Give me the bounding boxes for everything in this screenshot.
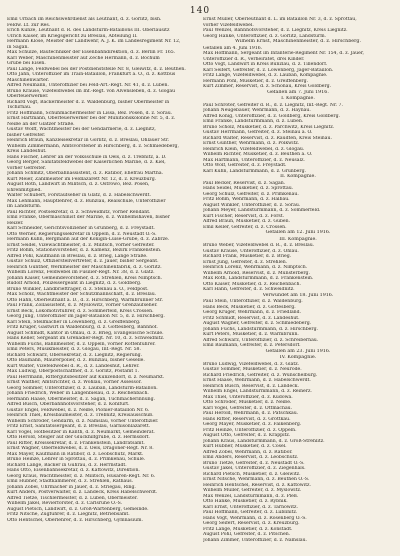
section-heading: IV. Kompagnie.: [279, 355, 317, 360]
text-line: Johann Zobel, Uhrmacher in Jauer, d. z. Striegau, Ring.: [7, 484, 136, 490]
text-line: August Wagner, Gefreiter, d. z. Schmiedeberg.: [203, 321, 312, 326]
text-line: Alfred Neumann, Unteroffizier bei Feld-Art.-Regt. Nr. 41, d. z. Lüben.: [7, 83, 169, 88]
text-line: Emil Franke, Landsturmmann, d. z. Lüben.: [203, 119, 304, 124]
text-line: Max Ludwig, Oberpostschaffner, d. z. Görlitz, Postamt 1.: [7, 369, 140, 374]
text-line: Ernst Wagner, Oberfeldwebel, d. z. Oels, Dragoner-Regt. Nr. 8.: [7, 446, 154, 451]
text-line: Richard Pietsch, Musketier, d. z. Gleiwitz.: [203, 471, 301, 477]
text-line: Fritz Lange, Vizefeldwebel, d. z. Lauban, Kompagnie.: [203, 73, 328, 78]
text-line: Heizer.: [7, 220, 24, 226]
text-line: bisher Gefreiter.: [7, 132, 46, 138]
text-line: Georg Sommer, Unteroffizier, d. z. Lauban, Landsturm-Bataillon.: [7, 385, 158, 391]
text-line: Kurt Fischer, Reservist, d. z. Forst.: [203, 213, 285, 219]
text-line: Fritz Böhm, Stationsvorsteher, d. z. Kamenz, Bezirk Frankenstein.: [7, 248, 162, 253]
text-line: Max Schulze, Bautechniker der Eisenbahndirektion, d. z. Berlin Fr. 165.: [7, 50, 176, 55]
text-line: Gustav Engel, Feldwebel, d. z. Neiße, Pionier-Bataillon Nr. 6.: [7, 407, 150, 413]
text-line: Heinrich Busch, Reservist, d. z. Landeck.: [203, 383, 300, 389]
text-line: Johann Schmitz, Oberbahnassistent, d. z. Ratibor, Ehefrau Martha.: [7, 171, 164, 176]
text-line: Kurt Meier, Zahlmeister im Feldlazarett Nr. 12, d. z. Kreuzburg.: [7, 176, 157, 182]
text-line: Gustav Krause, Unteroffizier, d. z. Ohlau.: [203, 248, 299, 254]
text-line: Max Lehmann, Hauptlehrer, d. z. Bunzlau, Realschule, Unteroffizier: [7, 198, 166, 204]
text-line: Bruno Ludwig, Vizefeldwebel, d. z. Glatz.: [203, 361, 300, 367]
text-line: August Pohl, Gefreiter, d. z. Pitschen.: [203, 532, 291, 537]
text-line: Otto Hentschel, Oberlehrer, d. z. Hirschberg, Gymnasium.: [7, 517, 143, 523]
text-line: Johann Meyer, Landsturmmann, d. z. Sommerfeld.: [203, 208, 321, 213]
text-line: Alfred Schwarz, Unteroffizier, d. z. Schreiberhau.: [203, 337, 319, 343]
text-line: Ernst Müller, Oberleutnant d. L. im Bataillon Nr. 3, d. z. Sprottau,: [203, 17, 357, 22]
text-line: Kurt Zimmer, Reservist, d. z. Schönau, Kreis Goldberg.: [203, 84, 332, 89]
text-line: Alfred Zobel, Wehrmann, d. z. Ratibor.: [203, 449, 293, 455]
text-line: Alfred König, Unteroffizier, d. z. Goldberg, Kreis Goldberg.: [203, 113, 340, 119]
text-line: Max Thiel, Unteroffizier, d. z. Kudowa.: [203, 394, 293, 400]
text-line: Heinrich Lorenz, Wehrmann, d. z. Nimptsch.: [203, 265, 308, 270]
text-line: Kurt Hübner, Musketier, d. z. Cosel.: [203, 444, 287, 449]
text-line: Wilhelm Arnold, Reservist, d. z. Münsterberg.: [203, 270, 310, 276]
text-line: Unteroffizier d. R., verheiratet, drei Kinder.: [203, 56, 305, 62]
text-line: Gustav Herrmann, Gefreiter, d. z. Steinau a. O.: [203, 130, 313, 135]
text-line: Georg Krüger, Wehrmann, d. z. Friedland.: [203, 310, 302, 315]
section-heading: I. Kompagnie.: [281, 96, 315, 101]
text-line: Hermann Klose, Meister der Landwehr, A. J. K. im Landesregiment Nr. 12,: [7, 39, 181, 44]
text-line: Maschinenwärter.: [7, 77, 50, 83]
text-line: Johann Zimmer, Unteroffizier, d. z. Namslau.: [203, 537, 307, 543]
text-line: Erich Kunze, Leutnant d. R. des Landsturm-Bataillons III. Oberlausitz: [7, 28, 170, 33]
text-line: Ernst Walther, Amtsrichter, d. z. Wohlau, vorher Assessor.: [7, 380, 142, 385]
text-line: Bruno Tietze, Gefreiter, d. z. Neustadt O.-S.: [203, 460, 305, 466]
text-line: Bruno Winkler, Landbriefträger, d. z. Steinau a. O., Feldpost.: [7, 286, 149, 292]
text-line: Alfred Braun, Musketier, d. z. Guben.: [203, 219, 291, 224]
text-line: Otto Schröder, Musketier, d. z. Neiße.: [203, 400, 292, 405]
text-line: Alfred Busch, Oberbahnhofsvorsteher, d. z. Kohlfurt.: [7, 402, 130, 407]
text-line: Georg Kraus, Wachtmeister, d. z. Militsch, Husaren-Regt. Nr. 6.: [7, 473, 156, 479]
text-line: Paul Herold, Wehrmann, d. z. Patschkau.: [203, 411, 299, 416]
text-line: Rudolf Arnold, Polizeisergeant in Liegnitz, d. z. Goldberg.: [7, 281, 142, 286]
text-line: August Schmidt, Kantor in Ohlau, d. z. Brieg, Evangelische Schule.: [7, 330, 164, 336]
text-line: Ulrich Kaiser, im Kriegsgericht zu Breslau, Abteilung II.: [7, 33, 138, 39]
text-line: Richard Friedrich, Gefreiter, d. z. Wünschelburg.: [203, 372, 318, 378]
text-line: Gefallen am 4. Juni 1916.: [203, 45, 263, 51]
text-line: Bruno Scholz, Musketier, d. z. Parchwitz, Kreis Liegnitz.: [203, 124, 335, 130]
text-line: Wilhelm Jäkel, Revierförster, d. z. Carlsruhe O.-S.: [7, 501, 123, 506]
text-line: vorher Gefreiter.: [7, 165, 47, 171]
text-line: Feldw. Lt. zur Res.: [7, 22, 51, 28]
text-line: Kurt Walter, Vizefeldwebel d. R., d. z. Landeshut, Lehrer.: [7, 363, 140, 369]
text-line: Otto Werner, Regierungssekretär in Oppeln, d. z. Neustadt O.-S.: [7, 231, 157, 237]
text-line: Georg Mayer, Musketier, d. z. Falkenberg.: [203, 422, 302, 427]
text-line: Hermann Pohl, Musketier, d. z. Greiffenberg.: [203, 78, 309, 84]
text-line: Heinrich Günther, Werkmeister der Maschinenfabrik, d. z. Görlitz.: [7, 264, 162, 270]
text-line: Kurt Anders, Postverwalter, d. z. Landeck, Kreis Habelschwerdt.: [7, 490, 158, 495]
text-line: Hans Otto, Eisenbahnsekretär, d. z. Kattowitz, Direktion.: [7, 468, 140, 473]
text-line: Johann Friedrich, Weber in Langenbielau, d. z. Reichenbach.: [7, 391, 149, 396]
text-line: Gustav Sommer, Musketier, d. z. Neurode.: [203, 367, 302, 372]
section-heading: III. Kompagnie.: [279, 236, 317, 242]
text-line: Alfred Pohl, Kaufmann in Breslau, d. z. Brieg, Lange Straße.: [7, 253, 148, 259]
text-line: Emil Keller, Gefreiter, d. z. Crossen.: [203, 224, 287, 230]
text-line: Otto Wolf, Gefreiter, d. z. Freystadt.: [203, 163, 287, 168]
text-line: Max Mayer, Kaufmann in Ratibor, d. z. Leobschütz, Markt.: [7, 451, 144, 457]
text-line: August Winkler, Unteroffizier, d. z. Sorau.: [203, 202, 301, 208]
text-line: Hans Seidel, Musketier, d. z. Sprottau.: [203, 186, 294, 191]
text-line: Johann Kaiser, Gemeindevorsteher, d. z. Strehlen, Kreis Nimptsch.: [7, 275, 163, 281]
text-line: Fritz Schmidt, Reservist, d. z. Landeshut.: [203, 315, 300, 321]
text-line: Georg Jung, Unteroffizier im Jäger-Bataillon Nr. 5, d. z. Hirschberg.: [7, 314, 165, 319]
right-column: [203, 17, 393, 549]
text-line: Ernst Nitsche, Wehrmann, d. z. Beuthen O.-S.: [203, 477, 310, 482]
text-line: im Landsturm.: [7, 204, 42, 209]
text-line: in Sagan.: [7, 44, 29, 50]
text-line: Kreis Landeshut.: [7, 149, 47, 154]
text-line: Karl Schneider, Gerichtsvollzieher in Grünberg, d. z. Freystadt.: [7, 226, 155, 231]
text-line: Heinrich Braun, Kanzleisekretär in Görlitz, d. z. Breslau, Ohlauer Str.: [7, 138, 170, 143]
text-line: Karl Hahn, Gefreiter, d. z. Schweidnitz.: [203, 287, 295, 292]
text-line: Hans Beck, Musketier, d. z. Gottesberg.: [203, 304, 296, 310]
text-line: Paul Schröter, Gefreiter d. R., d. z. Liegnitz, Inf.-Regt. Nr. 7.: [203, 102, 343, 108]
text-line: Max Roth, Landsturmmann, d. z. Frankenstein.: [203, 276, 314, 281]
text-line: Gustav Schulz, Offizierstellvertreter, d. z. Jauer, bisher Sergeant.: [7, 259, 159, 264]
text-line: Fritz Nitsche, Zugführer, d. z. Liegnitz, Betriebsamt.: [7, 512, 130, 517]
text-line: Georg Berger, Sanitätsfeldwebel der Kaiserlichen Marine, d. z. Kiel,: [7, 160, 166, 165]
text-line: Grube bei Eisen.: [7, 61, 46, 66]
text-line: Emil Baumann, Gefreiter, d. z. Petersdorf.: [203, 343, 301, 348]
text-line: Ernst Hartmann, Oberfeuerwerker bei der Munitionskolonne Nr. 5, d. z.: [7, 116, 176, 121]
text-line: Heinrich Thiel, Kreisbaumeister, d. z. Trebnitz, Kreisausschuß.: [7, 413, 154, 418]
text-line: Max Hoffmann, Sergeant im Infanterie-Regiment Nr. 154, d. z. Jauer,: [203, 51, 364, 56]
left-column: [7, 17, 197, 549]
text-line: Georg Schulz, Gefreiter, d. z. Primkenau.: [203, 191, 299, 197]
text-line: Karl Weber, Maschinenmeister auf Zeche Hermann, d. z. Bochum: [7, 55, 160, 61]
text-line: Fritz Heinze, Unteroffizier, d. z. Oppeln.: [203, 427, 297, 433]
text-line: Hermann Haase, Obermeister, d. z. Sagan, Tuchmacherinnung.: [7, 396, 156, 402]
text-line: August Otto, Gefreiter, d. z. Krappitz.: [203, 433, 291, 438]
text-line: Ernst Günther, Wehrmann, d. z. Polkwitz.: [203, 141, 300, 146]
text-line: Wilhelm Richter, Musketier, d. z. Beuthen a. O.: [203, 152, 313, 157]
section-heading: II. Kompagnie.: [280, 174, 316, 179]
text-line: Paul Herrmann, Rittergutsbesitzer auf Kunzendorf, d. z. Neumarkt.: [7, 374, 165, 380]
text-line: Gustav Wolff, Wachtmeister bei der Gendarmerie, d. z. Liegnitz,: [7, 127, 156, 132]
text-line: Ehrenmitglied.: [7, 187, 42, 193]
text-line: Ernst Haase, Wehrmann, d. z. Habelschwerdt.: [203, 378, 311, 383]
text-line: Paul Hoffmann, Gefreiter, d. z. Lublinitz.: [203, 510, 298, 515]
text-line: Emil Anders, Reservist, d. z. Leobschütz.: [203, 455, 299, 460]
text-line: Walter Schubert, Forstaufseher in Glatz, d. z. Habelschwerdt.: [7, 193, 151, 198]
text-line: Wilhelm Engel, Landsturmmann, d. z. Reinerz.: [203, 389, 312, 394]
text-line: Paul Richter, Postsekretär, d. z. Schweidnitz, vorher Rendant.: [7, 209, 151, 215]
text-line: Georg Seifert, Reservist, d. z. Kreuzburg.: [203, 521, 300, 526]
text-line: Richard Vogt, Bäckermeister d. z. Waldenburg, bisher Obermeister in: [7, 99, 170, 105]
text-line: Otto Herold, Steiger auf der Glückhilfgrube, d. z. Hermsdorf.: [7, 435, 150, 440]
text-line: Karl Seifert, Gefreiter, d. z. Löwenberg, Jäger-Bataillon.: [203, 67, 334, 73]
text-line: Otto Vogt, Landwirt in Kreis Bunzlau, d. z. Tillendorf.: [203, 62, 328, 67]
text-line: Richard Walter, Reservist, d. z. Raudten, Kreis Steinau.: [203, 135, 332, 141]
text-line: Gustav Jäkel, Unteroffizier, d. z. Ziegenhals.: [203, 466, 306, 471]
text-line: Heinrich Klein, Vizefeldwebel, d. z. Glogau.: [203, 146, 305, 152]
text-line: Fritz Krüger, Gastwirt in Waldenburg, d. z. Gottesberg, Bahnhof.: [7, 325, 158, 330]
text-line: Hans Ritter, Reservist, d. z. Grottkau.: [203, 416, 291, 422]
text-line: Paul Frank, Zollassistent, d. z. Myslowitz, vorher Grenzaufseher.: [7, 303, 158, 308]
text-line: Emil Hübner, Stadtkämmerer, d. z. Strehlen, Rathaus.: [7, 479, 134, 484]
text-line: Max Hartmann, Unteroffizier, d. z. Neusalz.: [203, 157, 305, 163]
text-line: Wilhelm Zimmermann, Amtsvorsteher in Hirschberg, d. z. Schmiedeberg,: [7, 143, 179, 149]
text-line: Karl Ernst, Unteroffizier, d. z. Tarnowitz.: [203, 504, 298, 510]
text-line: Bruno Weber, Vizefeldwebel d. R., d. z. Breslau.: [203, 243, 315, 248]
text-line: Paul Wenzel, Bahnhofsvorsteher, d. z. Liegnitz, Kreis Liegnitz.: [203, 28, 348, 33]
text-line: Hans Fischer, Lehrer an der Volksschule in Oels, d. z. Trebnitz, a. D.: [7, 154, 167, 160]
text-line: Wilhelm Fuchs, Bahnmeister, d. z. Oppeln, vorher Rottenführer.: [7, 341, 156, 347]
text-line: vorher Vizefeldwebel.: [203, 22, 254, 28]
text-line: Bruno Heinze, Lehrer in Sprottau, d. z. Primkenau, Schule.: [7, 457, 146, 462]
text-columns: [7, 17, 393, 549]
text-line: Richard Schwarz, Obersekretär, d. z. Liegnitz, Regierung.: [7, 352, 143, 358]
text-line: August Pietsch, Landwirt, d. z. Groß-Wartenberg, Gemeinde.: [7, 506, 149, 512]
text-line: Paul Stein, Unteroffizier, d. z. Waldenburg.: [203, 299, 303, 304]
text-line: Ernst Jung, Gefreiter, d. z. Strehlen.: [203, 259, 288, 265]
section-heading: Gefallen am 23. Juni 1916.: [265, 348, 331, 354]
text-line: Otto Kaiser, Musketier, d. z. Reichenbach.: [203, 281, 301, 287]
text-line: Emil Franke, Obermaschinist der Marine, d. z. Wilhelmshaven, bisher: [7, 215, 170, 220]
text-line: Oberfeuerwerker.: [7, 94, 49, 99]
text-line: Paul Ritter, Kreissekretär, d. z. Frankenstein, Landratsamt.: [7, 440, 145, 446]
section-heading: Verwundet am 18. Juni 1916.: [262, 292, 334, 298]
text-line: Fritz Böhm, Wehrmann, d. z. Halbau.: [203, 197, 290, 202]
text-line: Karl Vogel, Hofbesitzer in Kanth, d. z. Neumarkt, Gemeinderat.: [7, 429, 155, 435]
text-line: Ernst Seidel, Vizewachtmeister, d. z. Militsch, vorher Gefreiter.: [7, 242, 155, 248]
text-line: Karl Vogel, Gefreiter, d. z. Ottmachau.: [203, 405, 293, 411]
text-line: Wilhelm Müller, Gefreiter, d. z. Myslowitz.: [203, 488, 302, 493]
text-line: Karl Stein, Stellmacher in Löwenberg, d. z. Greiffenberg.: [7, 319, 141, 325]
text-line: Georg Hanke, Unteroffizier, d. z. Görlitz, Landsturm.: [203, 33, 327, 39]
text-line: Hans Keller, Sergeant im Grenadier-Regt. Nr. 10, d. z. Schweidnitz.: [7, 336, 165, 341]
text-line: Richard Frank, Musketier, d. z. Brieg.: [203, 254, 292, 259]
text-line: Johann Kraus, Landsturmmann, d. z. Groß-Strehlitz.: [203, 438, 325, 444]
text-line: Ernst Beck, Lokomotivführer, d. z. Sommerfeld, Kreis Crossen.: [7, 308, 154, 314]
text-line: Otto Baumann, Maurerpolier, d. z. Bunzlau, bisher Geselle.: [7, 358, 145, 363]
text-line: August Roth, Landwirt in Militsch, d. z. Ostrowo, Bez. Posen,: [7, 182, 150, 187]
text-line: Richard Lange, Bäcker in Guhrau, d. z. Herrnstadt.: [7, 462, 127, 468]
section-heading: Gefallen am 7. Juni 1916.: [267, 89, 329, 95]
text-line: Kurt Peters, Musketier, d. z. Warmbrunn.: [203, 332, 299, 337]
text-line: Johann Fuchs, Landsturmmann, d. z. Hirschberg.: [203, 326, 318, 332]
text-line: Bruno Krause, Vizefeldwebel im Inf.-Regt. von Alvensleben, d. z. Glogau: [7, 88, 176, 94]
section-heading: Gefallen am 12. Juni 1916.: [265, 230, 331, 235]
text-line: Max Wenzel, Landsturmmann, d. z. Pleß.: [203, 493, 299, 499]
text-line: Wilhelm Lorenz, Feldwebel im Füsilier-Regt. Nr. 38, d. z. Glatz.: [7, 270, 155, 275]
text-line: Fritz Lange, Musketier, d. z. Konstadt.: [203, 526, 293, 532]
text-line: Emil Peters, Musikmeister, d. z. Glogau, Inf.-Regt. Nr. 58.: [7, 347, 141, 352]
text-line: Neiße an der Glatzer Straße.: [7, 121, 75, 127]
text-line: Fritz Hoffmann, Schuhmachermeister in Lissa, Bez. Posen, d. z. Sorau.: [7, 110, 173, 116]
text-line: Fritz Ernst, Sanitätssergeant, d. z. Breslau, Garnisonlazarett.: [7, 424, 151, 429]
page-number: 140: [189, 6, 211, 16]
text-line: Otto Hanke, Musketier, d. z. Rybnik.: [203, 499, 288, 504]
text-line: Paul Lange, Feldwebel bei der Postdienststelle Nr. 8, Gleiwitz, d. z. Beuthen.: [7, 66, 186, 72]
text-line: Johann Neugebauer, Wehrmann, d. z. Haynau.: [203, 108, 311, 113]
text-line: Max Scholz, Wachtmeister der Schutzmannschaft, d. z. Breslau.: [7, 292, 157, 297]
text-line: Otto Hahn, Oberleutnant a. D., d. z. Hirschberg, Warmbrunner Str.: [7, 297, 164, 303]
text-line: Emil Urbach im Reichswehrdienst als Leutnant, d. z. Gorlitz, bish.: [7, 17, 162, 22]
text-line: Wilhelm Schröder, Gendarm, d. z. Namslau, vorher Unteroffizier.: [7, 418, 159, 424]
text-line: Hans Vogt, Wehrmann, d. z. Rosenberg O.-S.: [203, 515, 307, 521]
text-line: Tschirnau.: [7, 105, 32, 110]
text-line: Paul Becker, Reservist, d. z. Sagan.: [203, 180, 286, 186]
text-line: Hermann Kühn, Bergmann auf der Königin-Luise-Grube, d. z. Zabrze.: [7, 237, 170, 242]
text-line: Otto Jahn, Unteroffizier im Train-Bataillon, Frankfurt a. O., d. z. Kottbus: [7, 72, 176, 77]
text-line: Alfred Tietze, Tischlermeister, d. z. Lüben, Obermeister.: [7, 495, 138, 501]
section-heading: Wilhelm Ernst, Maschinenmeister, d. z. Hirschberg.: [234, 39, 362, 44]
text-line: Heinrich Hentschel, Reservist, d. z. Kattowitz.: [203, 482, 311, 488]
text-line: Karl Kühn, Landsturmmann, d. z. Grünberg.: [203, 168, 306, 174]
